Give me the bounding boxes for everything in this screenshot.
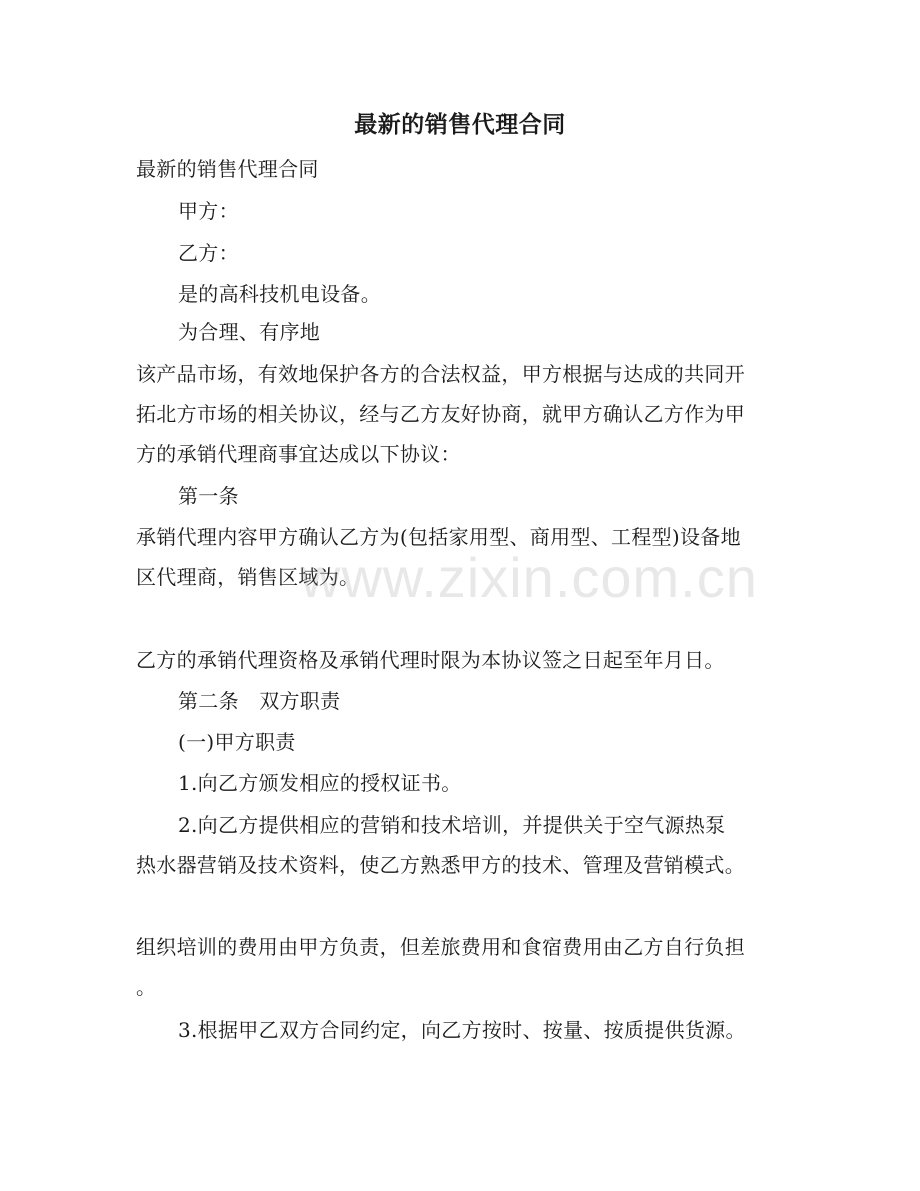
document-title: 最新的销售代理合同 bbox=[354, 111, 566, 138]
paragraph-line: 该产品市场，有效地保护各方的合法权益，甲方根据与达成的共同开 bbox=[136, 362, 745, 386]
list-item: 3.根据甲乙双方合同约定，向乙方按时、按量、按质提供货源。 bbox=[178, 1018, 746, 1042]
paragraph-line: 区代理商，销售区域为。 bbox=[136, 565, 360, 589]
subtitle-line: 最新的销售代理合同 bbox=[136, 157, 319, 181]
paragraph-line: 热水器营销及技术资料，使乙方熟悉甲方的技术、管理及营销模式。 bbox=[136, 853, 745, 877]
watermark: www.zixin.com.cn bbox=[300, 546, 758, 609]
party-a-line: 甲方： bbox=[178, 199, 239, 223]
article-heading: 第二条 双方职责 bbox=[178, 689, 341, 713]
paragraph-line: 为合理、有序地 bbox=[178, 320, 321, 344]
paragraph-line: 拓北方市场的相关协议，经与乙方友好协商，就甲方确认乙方作为甲 bbox=[136, 402, 745, 426]
list-item: 1.向乙方颁发相应的授权证书。 bbox=[178, 771, 462, 795]
party-b-line: 乙方： bbox=[178, 241, 239, 265]
list-item: 2.向乙方提供相应的营销和技术培训，并提供关于空气源热泵 bbox=[178, 813, 726, 837]
paragraph-line: 乙方的承销代理资格及承销代理时限为本协议签之日起至年月日。 bbox=[136, 648, 725, 672]
paragraph-line: 。 bbox=[136, 975, 157, 999]
section-heading: (一)甲方职责 bbox=[178, 730, 296, 754]
paragraph-line: 承销代理内容甲方确认乙方为(包括家用型、商用型、工程型)设备地 bbox=[136, 525, 741, 549]
article-heading: 第一条 bbox=[178, 484, 239, 508]
paragraph-line: 方的承销代理商事宜达成以下协议： bbox=[136, 442, 461, 466]
paragraph-line: 组织培训的费用由甲方负责，但差旅费用和食宿费用由乙方自行负担 bbox=[136, 935, 745, 959]
paragraph-line: 是的高科技机电设备。 bbox=[178, 282, 381, 306]
